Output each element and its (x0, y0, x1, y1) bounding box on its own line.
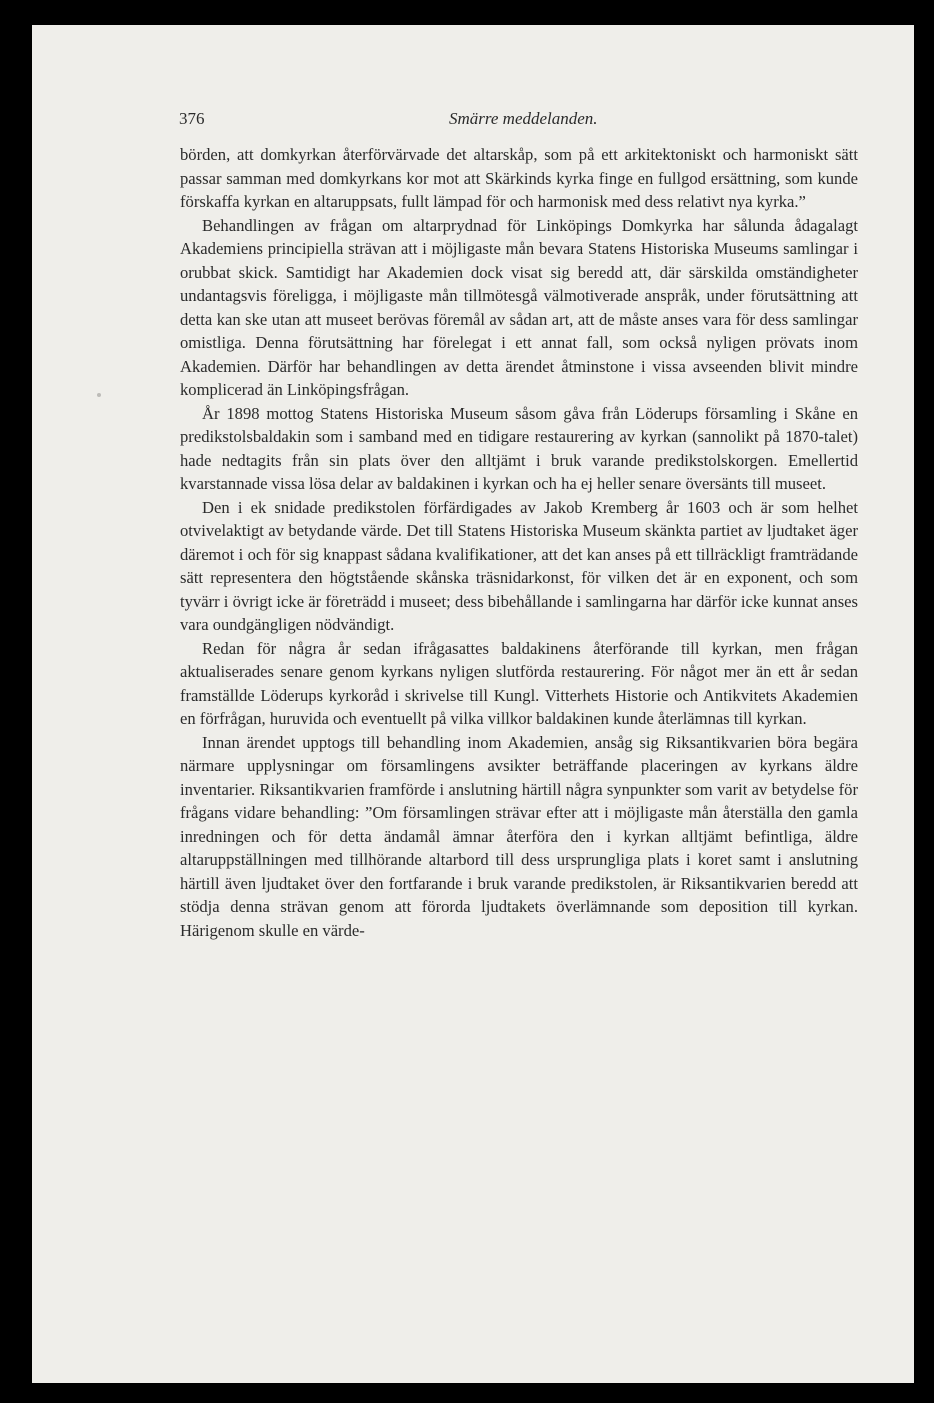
paragraph: Behandlingen av frågan om altarprydnad för Linköpings Domkyrka har sålunda ådagalagt Akademiens principiella strävan att i möjligaste mån bevara Statens Historiska Museums samlingar i orubbat skick. Samtidigt har Akademien dock visat sig beredd att, där särskilda omständigheter undantagsvis föreligga, i möjligaste mån tillmötesgå välmotiverade anspråk, under förutsättning att detta kan ske utan att museet berövas föremål av sådan art, att de måste anses vara för dess samlingar omistliga. Denna förutsättning har förelegat i ett annat fall, som också nyligen prövats inom Akademien. Därför har behandlingen av detta ärendet åtminstone i vissa avseenden blivit mindre komplicerad än Linköpingsfrågan. (180, 215, 858, 399)
paragraph: Den i ek snidade predikstolen förfärdigades av Jakob Kremberg år 1603 och är som helhet otvivelaktigt av betydande värde. Det till Statens Historiska Museum skänkta partiet av ljudtaket äger däremot i och för sig knappast sådana kvalifikationer, att det kan anses på ett tillräckligt framträdande sätt representera den högtstående skånska träsnidarkonst, för vilken det är en exponent, och som tyvärr i övrigt icke är företrädd i museet; dess bibehållande i samlingarna har därför icke kunnat anses vara oundgängligen nödvändigt. (180, 497, 858, 634)
paragraph: Redan för några år sedan ifrågasattes baldakinens återförande till kyrkan, men frågan aktualiserades senare genom kyrkans nyligen slutförda restaurering. För något mer än ett år sedan framställde Löderups kyrkoråd i skrivelse till Kungl. Vitterhets Historie och Antikvitets Akademien en förfrågan, huruvida och eventuellt på vilka villkor baldakinen kunde återlämnas till kyrkan. (180, 638, 858, 728)
body-text (180, 143, 858, 942)
scanned-page (32, 25, 914, 1383)
paragraph: År 1898 mottog Statens Historiska Museum såsom gåva från Löderups församling i Skåne en predikstolsbaldakin som i samband med en tidigare restaurering av kyrkan (sannolikt på 1870-talet) hade nedtagits från sin plats över den alltjämt i bruk varande predikstolskorgen. Emellertid kvarstannade vissa lösa delar av baldakinen i kyrkan och ha ej heller senare översänts till museet. (180, 403, 858, 493)
scan-speck (97, 393, 101, 397)
page-header (179, 109, 859, 135)
paragraph: Innan ärendet upptogs till behandling inom Akademien, ansåg sig Riksantikvarien böra begära närmare upplysningar om församlingens avsikter beträffande placeringen av kyrkans äldre inventarier. Riksantikvarien framförde i anslutning härtill några synpunkter som varit av betydelse för frågans vidare behandling: ”Om församlingen strävar efter att i möjligaste mån återställa den gamla inredningen och för detta ändamål ämnar återföra den i kyrkan alltjämt befintliga, äldre altaruppställningen med tillhörande altarbord till dess ursprungliga plats i koret samt i anslutning härtill även ljudtaket över den fortfarande i bruk varande predikstolen, är Riksantikvarien beredd att stödja denna strävan genom att förorda ljudtakets överlämnande som deposition till kyrkan. Härigenom skulle en värde- (180, 732, 858, 940)
paragraph: börden, att domkyrkan återförvärvade det altarskåp, som på ett arkitektoniskt och harmoniskt sätt passar samman med domkyrkans kor mot att Skärkinds kyrka finge en fullgod ersättning, som kunde förskaffa kyrkan en altaruppsats, fullt lämpad för och harmonisk med dess relativt nya kyrka.” (180, 145, 858, 211)
running-title: Smärre meddelanden. (449, 109, 598, 128)
page-number: 376 (179, 109, 205, 128)
